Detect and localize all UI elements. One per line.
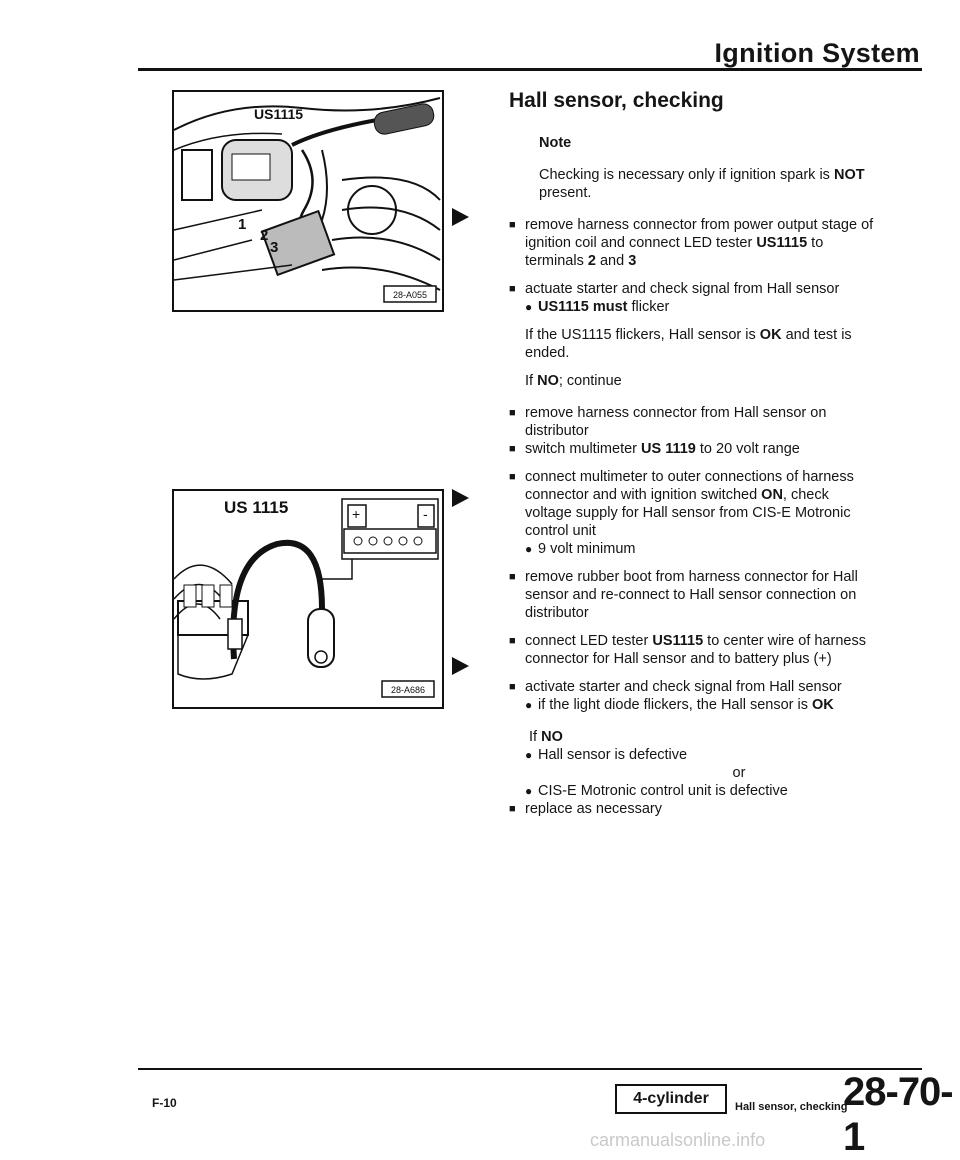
note-text: Checking is necessary only if ignition spark is NOT present. [539, 167, 865, 201]
note-heading: Note [539, 135, 572, 151]
figure1-terminal-1: 1 [238, 216, 247, 233]
step-connect-multimeter: ■ connect multimeter to outer connections of harness connector and with ignition switched ON, check voltage supply for Hall sensor from CIS-E Motronic control unit ● 9 volt minimum [509, 468, 879, 558]
step-remove-hall-connector: ■ remove harness connector from Hall sensor on distributor [509, 405, 827, 439]
header-rule [138, 68, 922, 71]
figure1-terminal-3: 3 [270, 239, 279, 256]
step-remove-rubber-boot: ■ remove rubber boot from harness connector for Hall sensor and re-connect to Hall sensor connection on distributor [509, 569, 858, 621]
step-connect-led-tester: ■ connect LED tester US1115 to center wire of harness connector for Hall sensor and to battery plus (+) [509, 633, 866, 667]
step-replace: ■ replace as necessary [509, 801, 663, 817]
figure1-tool-label: US1115 [254, 106, 304, 122]
figure2-tool-label: US 1115 [224, 498, 289, 517]
page-number: 28-70-1 [843, 1070, 953, 1159]
square-bullet-icon: ■ [509, 471, 516, 483]
svg-text:+: + [352, 506, 361, 522]
figure-led-tester-photo [172, 90, 444, 312]
figure2-pointer-arrow-a [452, 489, 469, 507]
dot-bullet-icon: ● [525, 784, 533, 798]
procedure-content [509, 134, 879, 828]
step-actuate-starter: ■ actuate starter and check signal from Hall sensor ● US1115 must flicker [509, 280, 879, 316]
or-separator: or [732, 765, 746, 781]
footer-page-ref: F-10 [152, 1096, 177, 1110]
svg-text:-: - [423, 506, 428, 522]
figure1-code: 28-A055 [392, 290, 428, 300]
check-light-diode: ● if the light diode flickers, the Hall sensor is OK [525, 697, 834, 713]
figure1-pointer-arrow [452, 208, 469, 226]
section-title: Hall sensor, checking [509, 89, 724, 112]
step-switch-multimeter: ■ switch multimeter US 1119 to 20 volt range [509, 441, 800, 457]
square-bullet-icon: ■ [509, 283, 516, 295]
square-bullet-icon: ■ [509, 407, 516, 419]
square-bullet-icon: ■ [509, 681, 516, 693]
page-header-title: Ignition System [714, 38, 920, 68]
footer-section-name: Hall sensor, checking [735, 1101, 848, 1113]
step-activate-starter: ■ activate starter and check signal from Hall sensor ● if the light diode flickers, the Hall sensor is OK [509, 678, 879, 714]
engine-variant-badge: 4-cylinder [615, 1084, 727, 1114]
dot-bullet-icon: ● [525, 748, 533, 762]
check-flicker: ● US1115 must flicker [525, 299, 670, 315]
figure1-illustration [172, 90, 444, 312]
figure2-pointer-arrow-b [452, 657, 469, 675]
figure2-code: 28-A686 [390, 685, 426, 695]
check-voltage: ● 9 volt minimum [525, 541, 636, 557]
result-ok: If the US1115 flickers, Hall sensor is OK and test is ended. [525, 327, 852, 361]
figure1-terminal-2: 2 [260, 227, 269, 244]
figure-led-tester-drawing [172, 489, 444, 709]
result-no: If NO [529, 729, 563, 745]
check-hall-defective: ● Hall sensor is defective [525, 747, 688, 763]
dot-bullet-icon: ● [525, 698, 533, 712]
figure2-illustration [172, 489, 444, 709]
footer-rule [138, 1068, 922, 1070]
square-bullet-icon: ■ [509, 571, 516, 583]
check-control-unit-defective: ● CIS-E Motronic control unit is defective [525, 783, 788, 799]
dot-bullet-icon: ● [525, 542, 533, 556]
watermark: carmanualsonline.info [590, 1130, 766, 1150]
square-bullet-icon: ■ [509, 635, 516, 647]
square-bullet-icon: ■ [509, 443, 516, 455]
square-bullet-icon: ■ [509, 219, 516, 231]
dot-bullet-icon: ● [525, 300, 533, 314]
step-remove-connector: ■ remove harness connector from power output stage of ignition coil and connect LED tester US1115 to terminals 2 and 3 [509, 217, 874, 269]
square-bullet-icon: ■ [509, 803, 516, 815]
result-continue: If NO; continue [525, 373, 622, 389]
